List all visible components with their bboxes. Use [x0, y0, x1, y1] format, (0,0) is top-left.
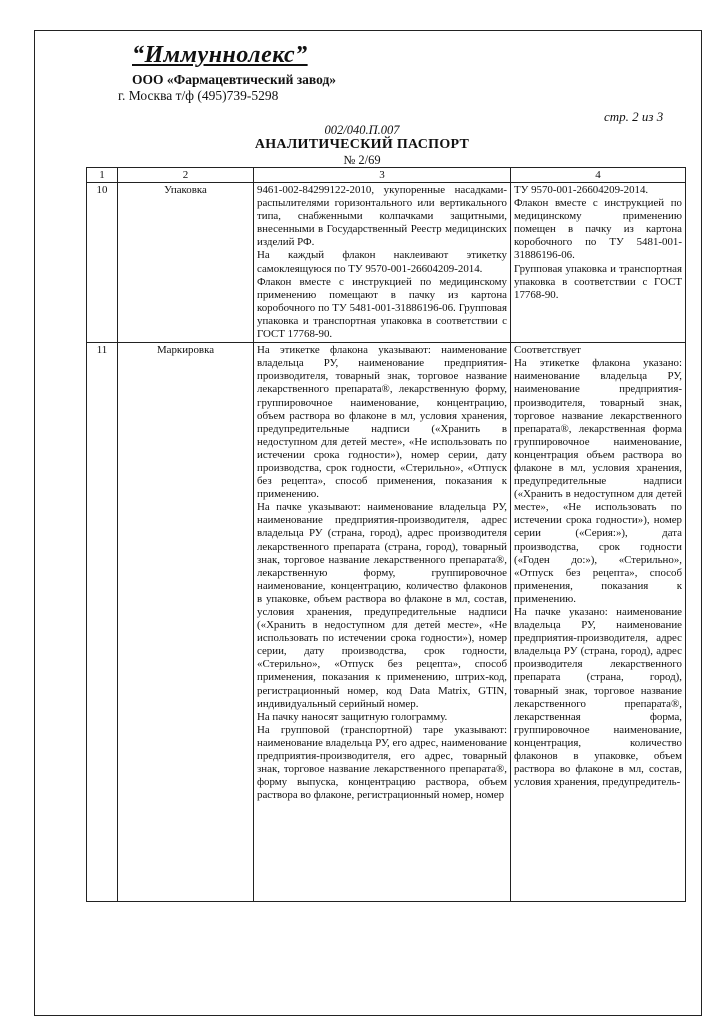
company-name: ООО «Фармацевтический завод» — [132, 72, 337, 87]
row-requirement — [254, 343, 511, 902]
result-paragraph: ТУ 9570-001-26604209-2014. — [514, 184, 649, 196]
requirement-paragraph: На пачку наносят защитную голограмму. — [257, 710, 448, 723]
requirement-paragraph: На групповой (транспортной) таре указывают: наименование владельца РУ, его адрес, наименование предприятия-производителя, его адрес, товарный знак, торговое название лекарственного препарата®, форму выпуска, концентрацию раствора, объем раствора во флаконе, регистрационный номер, номер — [257, 723, 507, 802]
row-parameter: Маркировка — [118, 343, 254, 902]
table-row — [87, 183, 686, 343]
company-brand: “Иммуннолекс” — [132, 42, 308, 68]
row-number: 10 — [87, 183, 118, 343]
result-paragraph: На этикетке флакона указано: наименование владельца РУ, наименование предприятия-производителя, товарный знак, торговое название лекарственного препарата®, лекарственная форма группировочное наименование, концентрация объем раствора во флаконе в мл, условия хранения, предупредительные надписи («Хранить в недоступном для детей месте», «Не использовать по истечении срока годности»), номер серии («Серия:»), дата производства, срок годности («Годен до:»), «Стерильно», «Отпуск без рецепта», способ применения, показания к применению. — [514, 357, 682, 605]
row-parameter: Упаковка — [118, 183, 254, 343]
requirement-paragraph: На этикетке флакона указывают: наименование владельца РУ, наименование предприятия-производителя, товарный знак, торговое название лекарственного препарата®, лекарственную форму, группировочное наименование, концентрацию, объем раствора во флаконе в мл, условия хранения, предупредительные надписи («Хранить в недоступном для детей месте», «Не использовать по истечении срока годности»), номер серии, дату производства, срок годности, «Стерильно», «Отпуск без рецепта», способ применения, показания к применению. — [257, 344, 507, 501]
result-paragraph: На пачке указано: наименование владельца РУ, наименование предприятия-производителя, адрес владельца РУ (страна, город), адрес производителя лекарственного препарата (страна, город), товарный знак, торговое название лекарственного препарата®, лекарственная форма, группировочное наименование, концентрация, количество флаконов в упаковке, объем раствора во флаконе в мл, состав, условия хранения, предупредитель- — [514, 606, 682, 789]
column-header: 4 — [511, 168, 686, 183]
column-header: 1 — [87, 168, 118, 183]
company-contacts: г. Москва т/ф (495)739-5298 — [118, 88, 279, 103]
row-result — [511, 343, 686, 902]
result-paragraph: Соответствует — [514, 344, 581, 357]
document-code: 002/040.П.007 — [324, 123, 400, 137]
requirement-paragraph: На пачке указывают: наименование владельца РУ, наименование предприятия-производителя, адрес владельца РУ (страна, город), адрес производителя лекарственного препарата (страна, город), товарный знак, торговое название лекарственного препарата®, лекарственную форму, группировочное наименование, концентрацию, количество флаконов в упаковке, объем раствора во флаконе в мл, состав, условия хранения, предупредительные надписи («Хранить в недоступном для детей месте», «Не использовать по истечении срока годности»), номер серии, дату производства, срок годности, «Стерильно», «Отпуск без рецепта», способ применения, показания к применению, штрих-код, регистрационный номер, код Data Matrix, GTIN, индивидуальный серийный номер. — [257, 501, 507, 710]
analysis-table — [86, 167, 686, 902]
table-header-row — [87, 168, 686, 183]
document-number: № 2/69 — [343, 153, 381, 167]
column-header: 2 — [118, 168, 254, 183]
column-header: 3 — [254, 168, 511, 183]
document-title: АНАЛИТИЧЕСКИЙ ПАСПОРТ — [254, 137, 470, 152]
table-row — [87, 343, 686, 902]
row-requirement — [254, 183, 511, 343]
requirement-paragraph: 9461-002-84299122-2010, укупоренные насадками-распылителями горизонтального или вертикального типа, снабженными колпачками защитными, внесенными в Государственный Реестр медицинских изделий РФ. — [257, 184, 507, 249]
requirement-paragraph: На каждый флакон наклеивают этикетку самоклеящуюся по ТУ 9570-001-26604209-2014. — [257, 249, 507, 275]
page-number: стр. 2 из 3 — [604, 109, 664, 124]
result-paragraph: Флакон вместе с инструкцией по медицинскому применению помещен в пачку из картона коробочного по ТУ 5481-001-31886196-06. — [514, 197, 682, 262]
row-result — [511, 183, 686, 343]
result-paragraph: Групповая упаковка и транспортная упаковка в соответствии с ГОСТ 17768-90. — [514, 262, 682, 301]
requirement-paragraph: Флакон вместе с инструкцией по медицинскому применению помещают в пачку из картона коробочного по ТУ 5481-001-31886196-06. Групповая упаковка и транспортная упаковка в соответствии с ГОСТ 17768-90. — [257, 275, 507, 341]
row-number: 11 — [87, 343, 118, 902]
